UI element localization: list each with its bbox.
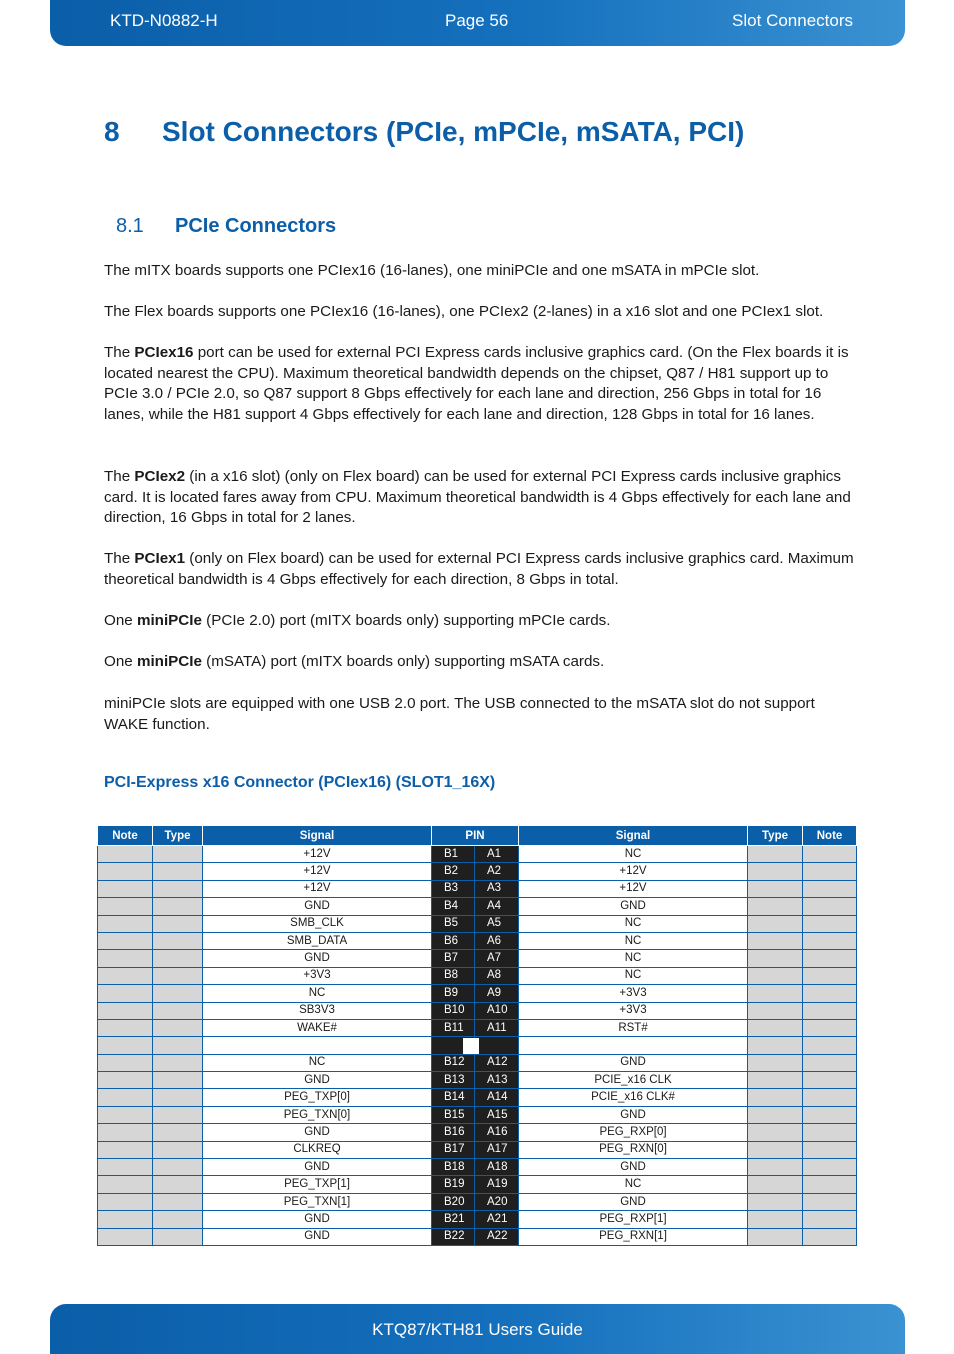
note-cell (98, 967, 153, 984)
pin-a-cell: A13 (475, 1072, 519, 1089)
note-cell (98, 846, 153, 863)
signal-b-cell: SB3V3 (203, 1002, 432, 1019)
type-cell (153, 950, 203, 967)
note-cell (803, 863, 857, 880)
signal-b-cell (203, 1037, 432, 1054)
signal-b-cell: +12V (203, 863, 432, 880)
note-cell (98, 1106, 153, 1123)
type-cell (153, 1089, 203, 1106)
pin-b-cell: B13 (432, 1072, 475, 1089)
paragraph: The mITX boards supports one PCIex16 (16-lanes), one miniPCIe and one mSATA in mPCIe slot. (104, 262, 760, 279)
pin-b-cell: B3 (432, 880, 475, 897)
paragraph: The PCIex16 port can be used for external PCI Express cards inclusive graphics card. (On the Flex boards it is located nearest the CPU). Maximum theoretical bandwidth depends on the chipset, Q87 / H81 support up to PCIe 3.0 / PCIe 2.0, so Q87 support 8 Gbps effectively for each lane and direction, 256 Gbps in total for 16 lanes, while the H81 support 4 Gbps effectively for each lane and direction, 128 Gbps in total for 16 lanes. (104, 344, 849, 423)
page-number: Page 56 (445, 11, 509, 30)
signal-a-cell (519, 1037, 748, 1054)
pin-b-cell: B1 (432, 846, 475, 863)
col-header: Type (153, 826, 203, 846)
pin-b-cell: B18 (432, 1159, 475, 1176)
note-cell (803, 1193, 857, 1210)
signal-a-cell: PEG_RXP[0] (519, 1124, 748, 1141)
type-cell (153, 1072, 203, 1089)
signal-b-cell: PEG_TXP[1] (203, 1176, 432, 1193)
pin-b-cell: B7 (432, 950, 475, 967)
type-cell (153, 1106, 203, 1123)
page-footer (50, 1304, 905, 1354)
signal-a-cell: +3V3 (519, 985, 748, 1002)
chapter-heading (104, 116, 744, 148)
signal-a-cell: PCIE_x16 CLK# (519, 1089, 748, 1106)
type-cell (153, 880, 203, 897)
pin-b-cell: B20 (432, 1193, 475, 1210)
type-cell (748, 932, 803, 949)
note-cell (98, 1176, 153, 1193)
table-row (98, 1106, 857, 1123)
note-cell (803, 1037, 857, 1054)
signal-a-cell: +3V3 (519, 1002, 748, 1019)
note-cell (98, 1037, 153, 1054)
col-header: Signal (203, 826, 432, 846)
note-cell (98, 1193, 153, 1210)
signal-a-cell: RST# (519, 1019, 748, 1036)
pin-b-cell: B11 (432, 1019, 475, 1036)
pin-b-cell (432, 1037, 475, 1054)
signal-b-cell: +12V (203, 846, 432, 863)
table-title: PCI-Express x16 Connector (PCIex16) (SLOT1_16X) (104, 774, 496, 791)
type-cell (748, 1193, 803, 1210)
signal-a-cell: PEG_RXN[1] (519, 1228, 748, 1245)
note-cell (98, 1019, 153, 1036)
signal-b-cell: PEG_TXN[0] (203, 1106, 432, 1123)
pin-a-cell: A16 (475, 1124, 519, 1141)
paragraph: One miniPCIe (mSATA) port (mITX boards only) supporting mSATA cards. (104, 653, 605, 670)
header-section: Slot Connectors (732, 11, 853, 30)
signal-a-cell: +12V (519, 863, 748, 880)
signal-b-cell: NC (203, 1054, 432, 1071)
note-cell (98, 932, 153, 949)
signal-a-cell: +12V (519, 880, 748, 897)
table-row (98, 863, 857, 880)
pin-b-cell: B15 (432, 1106, 475, 1123)
note-cell (98, 1159, 153, 1176)
table-row (98, 1037, 857, 1054)
signal-b-cell: CLKREQ (203, 1141, 432, 1158)
type-cell (153, 1141, 203, 1158)
note-cell (98, 1072, 153, 1089)
type-cell (748, 880, 803, 897)
type-cell (153, 1211, 203, 1228)
pin-b-cell: B22 (432, 1228, 475, 1245)
type-cell (153, 1019, 203, 1036)
note-cell (98, 1211, 153, 1228)
section-heading (116, 215, 336, 238)
note-cell (803, 1089, 857, 1106)
type-cell (153, 1176, 203, 1193)
pin-b-cell: B9 (432, 985, 475, 1002)
type-cell (153, 985, 203, 1002)
note-cell (803, 846, 857, 863)
table-row (98, 880, 857, 897)
type-cell (153, 1193, 203, 1210)
type-cell (748, 863, 803, 880)
note-cell (803, 1002, 857, 1019)
note-cell (803, 915, 857, 932)
type-cell (153, 1037, 203, 1054)
note-cell (803, 1054, 857, 1071)
pin-b-cell: B16 (432, 1124, 475, 1141)
signal-a-cell: GND (519, 898, 748, 915)
pin-a-cell: A6 (475, 932, 519, 949)
footer-title: KTQ87/KTH81 Users Guide (372, 1320, 583, 1339)
signal-a-cell: GND (519, 1193, 748, 1210)
note-cell (803, 1176, 857, 1193)
chapter-title: Slot Connectors (PCIe, mPCIe, mSATA, PCI) (162, 116, 745, 147)
type-cell (153, 1002, 203, 1019)
type-cell (748, 1141, 803, 1158)
signal-b-cell: +3V3 (203, 967, 432, 984)
pin-a-cell: A14 (475, 1089, 519, 1106)
type-cell (748, 1159, 803, 1176)
pin-a-cell: A19 (475, 1176, 519, 1193)
paragraph: The PCIex2 (in a x16 slot) (only on Flex board) can be used for external PCI Express cards inclusive graphics card. It is located fares away from CPU. Maximum theoretical bandwidth is 4 Gbps effectively for each lane and direction, 16 Gbps in total for 2 lanes. (104, 468, 851, 526)
note-cell (803, 950, 857, 967)
note-cell (98, 1228, 153, 1245)
type-cell (748, 898, 803, 915)
signal-b-cell: GND (203, 1228, 432, 1245)
note-cell (803, 1141, 857, 1158)
table-row (98, 1089, 857, 1106)
signal-a-cell: PEG_RXP[1] (519, 1211, 748, 1228)
paragraph: The PCIex1 (only on Flex board) can be used for external PCI Express cards inclusive graphics card. Maximum theoretical bandwidth is 4 Gbps effectively for each direction, 8 Gbps in total. (104, 550, 854, 588)
note-cell (98, 985, 153, 1002)
type-cell (748, 1037, 803, 1054)
table-row (98, 1228, 857, 1245)
pin-a-cell: A11 (475, 1019, 519, 1036)
pin-a-cell (475, 1037, 519, 1054)
note-cell (98, 880, 153, 897)
type-cell (153, 967, 203, 984)
type-cell (748, 1124, 803, 1141)
note-cell (803, 1211, 857, 1228)
col-header: Note (98, 826, 153, 846)
type-cell (748, 1176, 803, 1193)
type-cell (748, 1106, 803, 1123)
pin-b-cell: B14 (432, 1089, 475, 1106)
paragraph: The Flex boards supports one PCIex16 (16-lanes), one PCIex2 (2-lanes) in a x16 slot and one PCIex1 slot. (104, 303, 824, 320)
type-cell (748, 1019, 803, 1036)
pin-b-cell: B10 (432, 1002, 475, 1019)
note-cell (803, 1106, 857, 1123)
pin-a-cell: A20 (475, 1193, 519, 1210)
pin-table (97, 825, 857, 1246)
table-row (98, 1141, 857, 1158)
note-cell (803, 1124, 857, 1141)
col-header: Note (803, 826, 857, 846)
signal-a-cell: NC (519, 915, 748, 932)
note-cell (803, 898, 857, 915)
note-cell (98, 863, 153, 880)
pin-a-cell: A22 (475, 1228, 519, 1245)
pin-a-cell: A2 (475, 863, 519, 880)
table-row (98, 1072, 857, 1089)
signal-a-cell: NC (519, 932, 748, 949)
type-cell (153, 1124, 203, 1141)
connector-key-notch (463, 1038, 479, 1054)
signal-b-cell: GND (203, 1124, 432, 1141)
type-cell (153, 846, 203, 863)
signal-b-cell: SMB_DATA (203, 932, 432, 949)
signal-b-cell: SMB_CLK (203, 915, 432, 932)
signal-b-cell: GND (203, 1211, 432, 1228)
type-cell (748, 1089, 803, 1106)
type-cell (748, 846, 803, 863)
table-row (98, 915, 857, 932)
col-header: Type (748, 826, 803, 846)
table-row (98, 898, 857, 915)
note-cell (98, 1002, 153, 1019)
note-cell (98, 898, 153, 915)
signal-a-cell: NC (519, 846, 748, 863)
table-row (98, 967, 857, 984)
pin-a-cell: A3 (475, 880, 519, 897)
section-number: 8.1 (116, 215, 144, 237)
type-cell (748, 985, 803, 1002)
table-row (98, 1193, 857, 1210)
signal-a-cell: GND (519, 1054, 748, 1071)
note-cell (803, 1019, 857, 1036)
signal-b-cell: NC (203, 985, 432, 1002)
table-row (98, 932, 857, 949)
type-cell (748, 967, 803, 984)
note-cell (803, 985, 857, 1002)
pin-b-cell: B17 (432, 1141, 475, 1158)
table-row (98, 1019, 857, 1036)
signal-b-cell: GND (203, 1159, 432, 1176)
type-cell (153, 1054, 203, 1071)
type-cell (748, 1054, 803, 1071)
note-cell (803, 1228, 857, 1245)
type-cell (153, 863, 203, 880)
col-header: PIN (432, 826, 519, 846)
pin-a-cell: A1 (475, 846, 519, 863)
pin-a-cell: A10 (475, 1002, 519, 1019)
note-cell (803, 1072, 857, 1089)
signal-a-cell: PCIE_x16 CLK (519, 1072, 748, 1089)
signal-b-cell: GND (203, 1072, 432, 1089)
type-cell (748, 915, 803, 932)
type-cell (153, 1159, 203, 1176)
type-cell (748, 950, 803, 967)
table-row (98, 1124, 857, 1141)
pin-a-cell: A4 (475, 898, 519, 915)
pin-a-cell: A8 (475, 967, 519, 984)
page-header (50, 0, 905, 46)
table-row (98, 1176, 857, 1193)
pin-b-cell: B5 (432, 915, 475, 932)
pin-b-cell: B6 (432, 932, 475, 949)
signal-b-cell: PEG_TXN[1] (203, 1193, 432, 1210)
note-cell (98, 1054, 153, 1071)
signal-b-cell: PEG_TXP[0] (203, 1089, 432, 1106)
signal-a-cell: PEG_RXN[0] (519, 1141, 748, 1158)
type-cell (153, 915, 203, 932)
signal-b-cell: WAKE# (203, 1019, 432, 1036)
signal-b-cell: GND (203, 950, 432, 967)
type-cell (748, 1072, 803, 1089)
paragraph: One miniPCIe (PCIe 2.0) port (mITX boards only) supporting mPCIe cards. (104, 612, 611, 629)
pin-b-cell: B4 (432, 898, 475, 915)
signal-a-cell: NC (519, 950, 748, 967)
table-row (98, 1002, 857, 1019)
type-cell (748, 1228, 803, 1245)
type-cell (153, 932, 203, 949)
table-header-row (98, 826, 857, 846)
table-row (98, 846, 857, 863)
note-cell (803, 932, 857, 949)
table-row (98, 985, 857, 1002)
section-title: PCIe Connectors (175, 215, 337, 237)
pin-a-cell: A18 (475, 1159, 519, 1176)
pin-a-cell: A7 (475, 950, 519, 967)
doc-id: KTD-N0882-H (110, 11, 218, 30)
pin-a-cell: A12 (475, 1054, 519, 1071)
pin-b-cell: B2 (432, 863, 475, 880)
pin-a-cell: A17 (475, 1141, 519, 1158)
signal-a-cell: NC (519, 967, 748, 984)
table-row (98, 1159, 857, 1176)
note-cell (803, 880, 857, 897)
type-cell (153, 1228, 203, 1245)
pin-a-cell: A9 (475, 985, 519, 1002)
pin-b-cell: B12 (432, 1054, 475, 1071)
type-cell (748, 1211, 803, 1228)
signal-a-cell: NC (519, 1176, 748, 1193)
type-cell (748, 1002, 803, 1019)
pin-b-cell: B8 (432, 967, 475, 984)
table-row (98, 950, 857, 967)
pin-b-cell: B21 (432, 1211, 475, 1228)
note-cell (803, 967, 857, 984)
note-cell (98, 1089, 153, 1106)
note-cell (98, 1124, 153, 1141)
table-row (98, 1211, 857, 1228)
chapter-number: 8 (104, 116, 120, 147)
paragraph: miniPCIe slots are equipped with one USB 2.0 port. The USB connected to the mSATA slot do not support WAKE function. (104, 695, 815, 733)
pin-a-cell: A15 (475, 1106, 519, 1123)
note-cell (98, 915, 153, 932)
pin-a-cell: A21 (475, 1211, 519, 1228)
signal-b-cell: GND (203, 898, 432, 915)
pin-a-cell: A5 (475, 915, 519, 932)
signal-a-cell: GND (519, 1159, 748, 1176)
note-cell (803, 1159, 857, 1176)
note-cell (98, 950, 153, 967)
type-cell (153, 898, 203, 915)
signal-a-cell: GND (519, 1106, 748, 1123)
col-header: Signal (519, 826, 748, 846)
note-cell (98, 1141, 153, 1158)
table-row (98, 1054, 857, 1071)
pin-b-cell: B19 (432, 1176, 475, 1193)
signal-b-cell: +12V (203, 880, 432, 897)
